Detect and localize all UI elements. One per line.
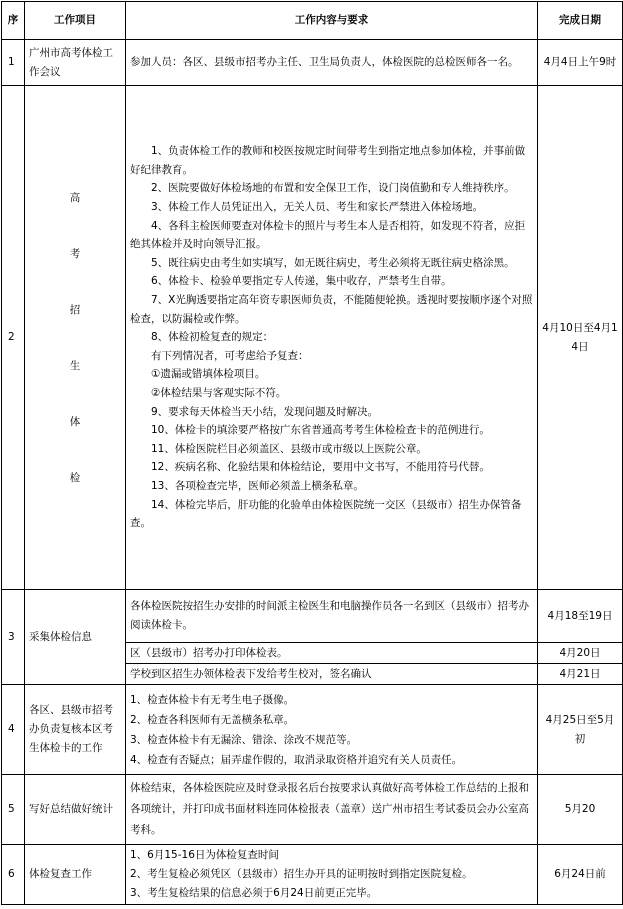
content-line: 11、体检医院栏目必须盖区、县级市或市级以上医院公章。: [151, 442, 427, 455]
row-date: 4月20日: [538, 643, 623, 664]
vertical-char: 考: [69, 247, 81, 260]
header-row: [2, 2, 623, 40]
vertical-char: 体: [69, 415, 81, 428]
table-row: [2, 86, 623, 590]
vertical-char: 生: [69, 359, 81, 372]
row-date: 4月4日上午9时: [538, 40, 623, 86]
content-line: 3、体检工作人员凭证出入，无关人员、考生和家长严禁进入体检场地。: [151, 201, 484, 214]
row-content: [126, 86, 538, 590]
content-line: 14、体检完毕后，肝功能的化验单由体检医院统一交区（县级市）招生办保管备查。: [130, 498, 522, 530]
row-content: 各体检医院按招生办安排的时间派主检医生和电脑操作员各一名到区（县级市）招考办阅读体检卡。: [126, 590, 538, 643]
content-line: 1、负责体检工作的教师和校医按规定时间带考生到指定地点参加体检，并事前做好纪律教育。: [130, 145, 526, 176]
header-content: 工作内容与要求: [126, 2, 538, 40]
row-number: 5: [2, 775, 25, 845]
row-date: 4月21日: [538, 664, 623, 685]
schedule-table: [1, 1, 623, 905]
row-item: 体检复查工作: [25, 845, 126, 905]
header-item: 工作项目: [25, 2, 126, 40]
content-line: ①遗漏或错填体检项目。: [151, 368, 266, 381]
row-date: 4月18至19日: [538, 590, 623, 643]
row-number: 3: [2, 590, 25, 685]
content-line: 3、检查体检卡有无漏涂、错涂、涂改不规范等。: [130, 733, 358, 746]
row-item: 各区、县级市招考办负责复核本区考生体检卡的工作: [25, 685, 126, 775]
content-line: 7、X光胸透要指定高年资专职医师负责，不能随便轮换。透视时要按顺序逐个对照检查，以防漏检或作弊。: [130, 294, 533, 325]
row-content: [126, 845, 538, 905]
content-line: 4、各科主检医师要查对体检卡的照片与考生本人是否相符，如发现不符者，应拒绝其体检并及时向领导汇报。: [130, 219, 526, 251]
row-content: 区（县级市）招考办打印体检表。: [126, 643, 538, 664]
header-date: 完成日期: [538, 2, 623, 40]
content-line: 1、6月15-16日为体检复查时间: [130, 849, 279, 861]
content-line: 有下列情况者，可考虑给予复查：: [151, 349, 309, 362]
row-content: 学校到区招生办领体检表下发给考生校对，签名确认: [126, 664, 538, 685]
content-line: 8、体检初检复查的规定：: [151, 331, 274, 344]
row-item: 广州市高考体检工作会议: [25, 40, 126, 86]
row-date: 4月25日至5月初: [538, 685, 623, 775]
row-number: 4: [2, 685, 25, 775]
content-line: 10、体检卡的填涂要严格按广东省普通高考考生体检检查卡的范例进行。: [151, 424, 490, 437]
content-line: 12、疾病名称、化验结果和体检结论，要用中文书写，不能用符号代替。: [151, 461, 490, 474]
content-line: 1、检查体检卡有无考生电子摄像。: [130, 693, 295, 706]
content-line: 9、要求每天体检当天小结，发现问题及时解决。: [151, 405, 379, 418]
table-row: [2, 685, 623, 775]
row-number: 6: [2, 845, 25, 905]
content-line: 3、考生复检结果的信息必须于6月24日前更正完毕。: [130, 887, 378, 899]
content-line: 4、检查有否疑点；届弄虚作假的，取消录取资格并追究有关人员责任。: [130, 753, 463, 766]
table-row: [2, 40, 623, 86]
row-number: 1: [2, 40, 25, 86]
content-line: 2、考生复检必须凭区（县级市）招生办开具的证明按时到指定医院复检。: [130, 868, 473, 880]
table-row: [2, 775, 623, 845]
row-date: 6月24日前: [538, 845, 623, 905]
content-line: 2、医院要做好体检场地的布置和安全保卫工作，设门岗值勤和专人维持秩序。: [151, 182, 515, 195]
content-line: 2、检查各科医师有无盖横条私章。: [130, 713, 295, 726]
row-content: [126, 685, 538, 775]
row-content: 体检结束，各体检医院应及时登录报名后台按要求认真做好高考体检工作总结的上报和各项统计，并打印成书面材料连同体检报表（盖章）送广州市招生考试委员会办公室高考科。: [126, 775, 538, 845]
row-number: 2: [2, 86, 25, 590]
row-item: 采集体检信息: [25, 590, 126, 685]
content-line: ②体检结果与客观实际不符。: [151, 386, 287, 399]
row-date: 4月10日至4月14日: [538, 86, 623, 590]
table-row: [2, 590, 623, 643]
content-line: 5、既往病史由考生如实填写，如无既往病史，考生必须将无既往病史格涂黑。: [151, 256, 515, 269]
row-item: 写好总结做好统计: [25, 775, 126, 845]
header-no: 序: [2, 2, 25, 40]
vertical-char: 招: [69, 303, 81, 316]
vertical-char: 检: [69, 471, 81, 484]
content-line: 6、体检卡、检验单要指定专人传递，集中收存，严禁考生自带。: [151, 275, 452, 288]
row-date: 5月20: [538, 775, 623, 845]
row-item-vertical: [25, 86, 126, 590]
content-line: 13、各项检查完毕，医师必须盖上横条私章。: [151, 479, 364, 492]
table-row: [2, 845, 623, 905]
row-content: 参加人员：各区、县级市招考办主任、卫生局负责人，体检医院的总检医师各一名。: [126, 40, 538, 86]
vertical-char: 高: [69, 191, 81, 204]
